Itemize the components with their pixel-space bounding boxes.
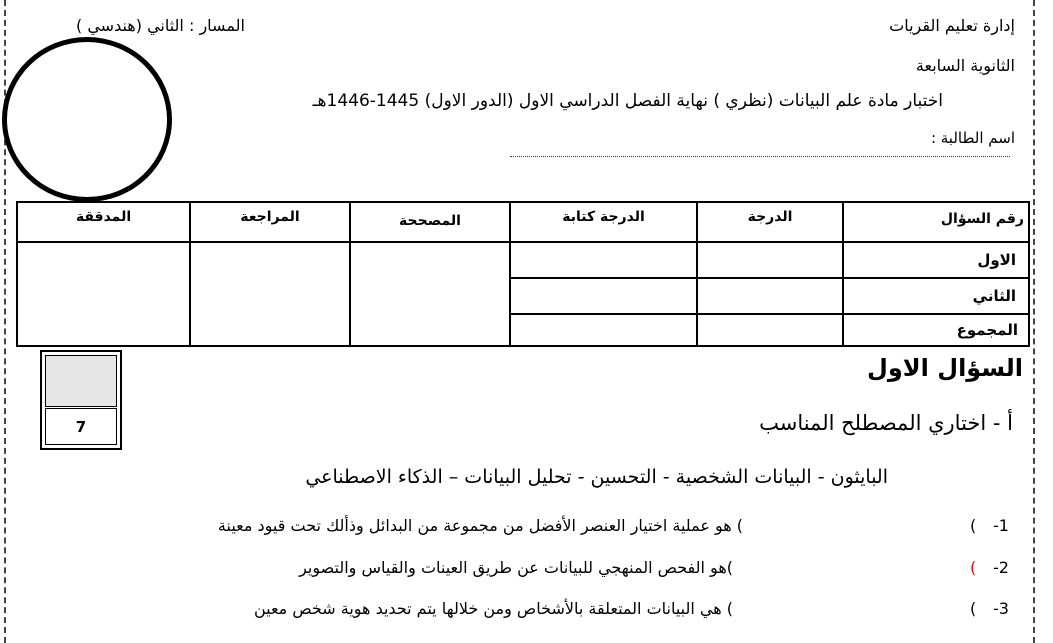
header-grade: الدرجة xyxy=(747,209,793,225)
track-label: المسار : الثاني (هندسي ) xyxy=(76,16,245,35)
page-border-right xyxy=(1033,0,1035,643)
score-value: 7 xyxy=(45,408,117,445)
grades-table xyxy=(16,201,1030,347)
header-corrector: المصححة xyxy=(399,213,461,229)
row-second: الثاني xyxy=(972,287,1016,305)
directorate-label: إدارة تعليم القريات xyxy=(889,16,1015,35)
item-2-text: )هو الفحص المنهجي للبيانات عن طريق العينات والقياس والتصوير xyxy=(299,558,733,577)
school-label: الثانوية السابعة xyxy=(915,56,1015,75)
word-bank: البايثون - البيانات الشخصية - التحسين - تحليل البيانات – الذكاء الاصطناعي xyxy=(305,466,888,488)
score-box-blank xyxy=(45,355,117,407)
header-grade-written: الدرجة كتابة xyxy=(562,209,645,225)
header-reviewer: المراجعة xyxy=(240,209,300,225)
student-name-line xyxy=(510,156,1010,157)
item-1-number: -1 xyxy=(993,516,1009,535)
header-auditor: المدققة xyxy=(75,209,132,225)
item-3-open-paren: ( xyxy=(970,599,977,618)
item-1-text: ) هو عملية اختيار العنصر الأفضل من مجموعة من البدائل وذألك تحت قيود معينة xyxy=(217,516,743,535)
item-1-open-paren: ( xyxy=(970,516,977,535)
part-a-title: أ - اختاري المصطلح المناسب xyxy=(759,411,1013,435)
score-box xyxy=(40,350,122,450)
item-2-open-paren: ( xyxy=(970,558,977,577)
item-2-number: -2 xyxy=(993,558,1009,577)
exam-title: اختبار مادة علم البيانات (نظري ) نهاية الفصل الدراسي الاول (الدور الاول) 1445-1446هـ xyxy=(312,91,943,111)
item-3-text: ) هي البيانات المتعلقة بالأشخاص ومن خلالها يتم تحديد هوية شخص معين xyxy=(253,599,733,618)
row-first: الاول xyxy=(977,251,1016,269)
row-total: المجموع xyxy=(956,321,1018,339)
student-name-label: اسم الطالبة : xyxy=(930,129,1015,147)
blank-circle xyxy=(2,37,172,202)
header-question-number: رقم السؤال xyxy=(940,211,1024,227)
question1-title: السؤال الاول xyxy=(867,354,1023,382)
item-3-number: -3 xyxy=(993,599,1009,618)
